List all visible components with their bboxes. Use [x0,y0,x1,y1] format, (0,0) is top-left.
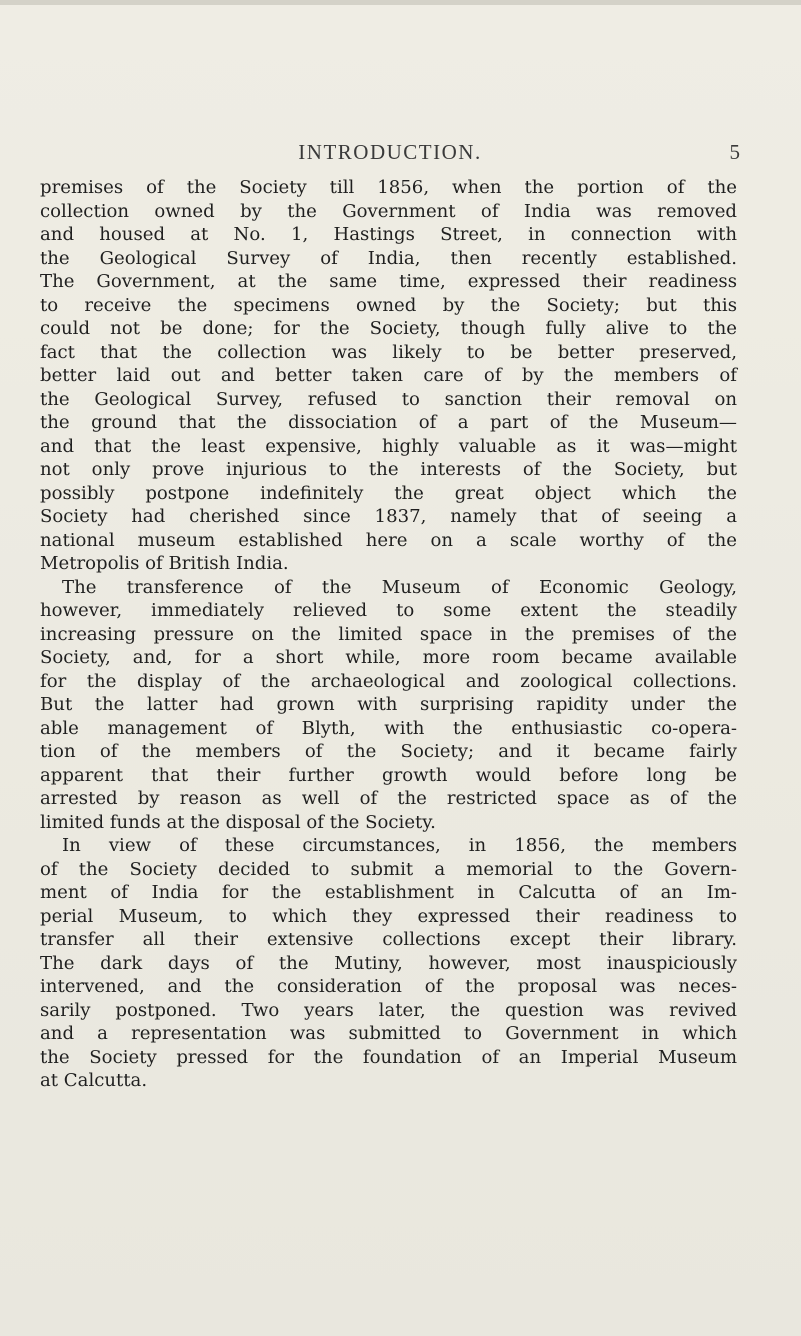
text-line: arrested by reason as well of the restricted space as of the [40,788,737,809]
text-line: The dark days of the Mutiny, however, most inauspiciously [40,952,737,974]
text-line: of the Society decided to submit a memorial to the Govern- [40,858,737,880]
text-line: possibly postpone indefinitely the great object which the [40,482,737,504]
text-line: tion of the members of the Society; and it became fairly [40,741,737,762]
text-line: the Society pressed for the foundation of an Imperial Museum [40,1046,737,1068]
text-line: national museum established here on a scale worthy of the [40,529,737,551]
page-top-edge [0,0,801,5]
text-line: however, immediately relieved to some extent the steadily [40,600,737,621]
text-line: the Geological Survey, refused to sanction their removal on [40,388,737,410]
text-line: intervened, and the consideration of the proposal was neces- [40,976,737,997]
text-line: could not be done; for the Society, though fully alive to the [40,318,737,339]
body-text [40,176,737,1093]
running-head [40,140,740,170]
text-line: The Government, at the same time, expressed their readiness [40,271,737,292]
text-line: and a representation was submitted to Government in which [40,1023,737,1044]
text-line: increasing pressure on the limited space in the premises of the [40,623,737,645]
text-line: apparent that their further growth would before long be [40,764,737,786]
text-line: for the display of the archaeological and zoological collections. [40,670,737,692]
text-line: and housed at No. 1, Hastings Street, in connection with [40,224,737,245]
paragraph-end-line: at Calcutta. [40,1070,148,1091]
text-line: sarily postponed. Two years later, the question was revived [40,999,737,1021]
text-line: premises of the Society till 1856, when the portion of the [40,177,737,198]
page-number: 5 [729,140,740,164]
text-line: Society had cherished since 1837, namely that of seeing a [40,506,737,527]
paragraph-start-line: In view of these circumstances, in 1856, the members [62,835,737,856]
text-line: perial Museum, to which they expressed their readiness to [40,905,737,927]
text-line: the ground that the dissociation of a part of the Museum— [40,412,737,433]
text-line: and that the least expensive, highly valuable as it was—might [40,435,737,457]
text-line: But the latter had grown with surprising rapidity under the [40,694,737,715]
text-line: not only prove injurious to the interests of the Society, but [40,459,737,480]
text-line: transfer all their extensive collections except their library. [40,929,737,950]
text-line: Society, and, for a short while, more room became available [40,647,737,668]
text-line: ment of India for the establishment in Calcutta of an Im- [40,882,737,903]
paragraph-end-line: Metropolis of British India. [40,553,289,574]
text-line: the Geological Survey of India, then recently established. [40,247,737,269]
text-line: better laid out and better taken care of by the members of [40,365,737,386]
text-line: fact that the collection was likely to be better preserved, [40,341,737,363]
paragraph-start-line: The transference of the Museum of Economic Geology, [62,576,737,598]
text-line: collection owned by the Government of India was removed [40,200,737,222]
paragraph-end-line: limited funds at the disposal of the Society. [40,811,436,833]
running-head-title: INTRODUCTION. [298,140,482,164]
text-line: able management of Blyth, with the enthusiastic co-opera- [40,717,737,739]
text-line: to receive the specimens owned by the Society; but this [40,294,737,316]
